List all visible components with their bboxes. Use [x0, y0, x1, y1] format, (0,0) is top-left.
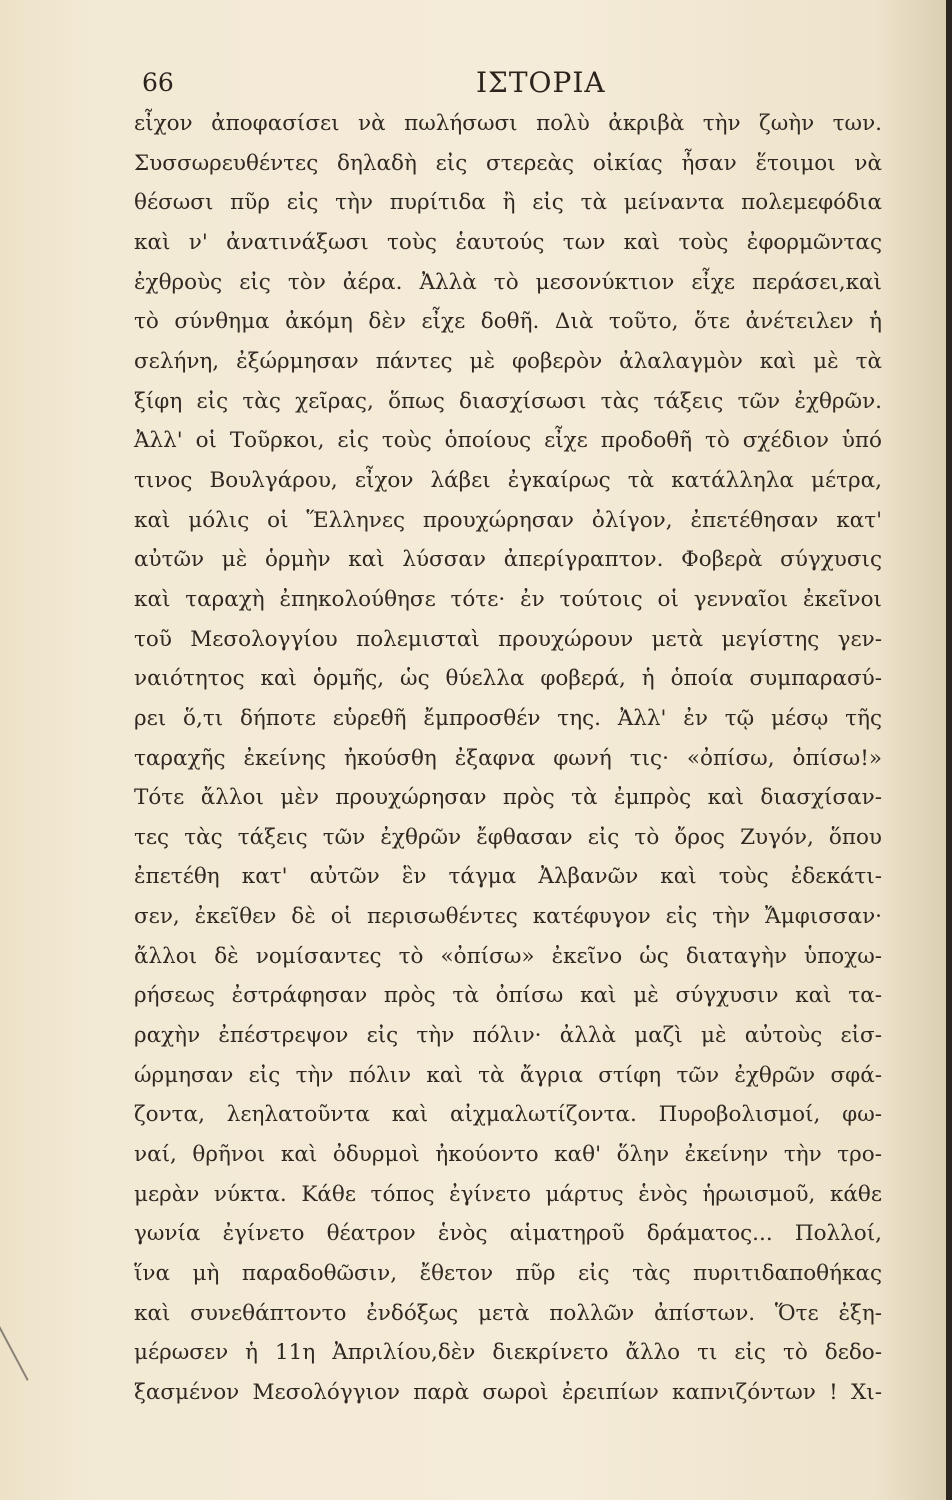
text-line: καὶ ταραχὴ ἐπηκολούθησε τότε· ἐν τούτοις οἱ γενναῖοι ἐκεῖνοι	[134, 586, 882, 612]
text-line: Τότε ἄλλοι μὲν προυχώρησαν πρὸς τὰ ἐμπρὸς καὶ διασχίσαν-	[134, 785, 882, 811]
text-line: θέσωσι πῦρ εἰς τὴν πυρίτιδα ἢ εἰς τὰ μείναντα πολεμεφόδια	[134, 190, 882, 216]
text-line: μέρωσεν ἡ 11η Ἀπριλίου,δὲν διεκρίνετο ἄλλο τι εἰς τὸ δεδο-	[134, 1340, 882, 1366]
text-line: καὶ ν' ἀνατινάξωσι τοὺς ἑαυτούς των καὶ τοὺς ἐφορμῶντας	[134, 229, 882, 255]
text-line: ἐχθροὺς εἰς τὸν ἀέρα. Ἀλλὰ τὸ μεσονύκτιον εἶχε περάσει,καὶ	[134, 269, 882, 295]
text-line: Ἀλλ' οἱ Τοῦρκοι, εἰς τοὺς ὁποίους εἶχε προδοθῆ τὸ σχέδιον ὑπό	[134, 428, 882, 454]
text-line: τινος Βουλγάρου, εἶχον λάβει ἐγκαίρως τὰ κατάλληλα μέτρα,	[134, 467, 882, 493]
text-line: ναί, θρῆνοι καὶ ὀδυρμοὶ ἠκούοντο καθ' ὅλην ἐκείνην τὴν τρο-	[134, 1142, 882, 1168]
text-line: ζοντα, λεηλατοῦντα καὶ αἰχμαλωτίζοντα. Πυροβολισμοί, φω-	[134, 1102, 882, 1128]
text-line: εἶχον ἀποφασίσει νὰ πωλήσωσι πολὺ ἀκριβὰ τὴν ζωὴν των.	[134, 111, 882, 136]
text-line: ἄλλοι δὲ νομίσαντες τὸ «ὀπίσω» ἐκεῖνο ὡς διαταγὴν ὑποχω-	[134, 943, 882, 969]
text-line: ταραχῆς ἐκείνης ἠκούσθη ἐξαφνα φωνή τις· «ὀπίσω, ὀπίσω!»	[134, 745, 882, 771]
text-line: ξίφη εἰς τὰς χεῖρας, ὅπως διασχίσωσι τὰς τάξεις τῶν ἐχθρῶν.	[134, 388, 882, 414]
text-line: καὶ συνεθάπτοντο ἐνδόξως μετὰ πολλῶν ἀπίστων. Ὅτε ἐξη-	[134, 1300, 882, 1326]
margin-mark	[0, 1309, 29, 1381]
text-line: ραχὴν ἐπέστρεψον εἰς τὴν πόλιν· ἀλλὰ μαζὶ μὲ αὐτοὺς εἰσ-	[134, 1023, 882, 1049]
text-line: γωνία ἐγίνετο θέατρον ἑνὸς αἱματηροῦ δράματος... Πολλοί,	[134, 1221, 882, 1247]
text-line: αὐτῶν μὲ ὁρμὴν καὶ λύσσαν ἀπερίγραπτον. Φοβερὰ σύγχυσις	[134, 547, 882, 573]
text-line: Συσσωρευθέντες δηλαδὴ εἰς στερεὰς οἰκίας ἦσαν ἕτοιμοι νὰ	[134, 150, 882, 176]
text-line: ώρμησαν εἰς τὴν πόλιν καὶ τὰ ἄγρια στίφη τῶν ἐχθρῶν σφά-	[134, 1062, 882, 1088]
text-line: ἵνα μὴ παραδοθῶσιν, ἔθετον πῦρ εἰς τὰς πυριτιδαποθήκας	[134, 1261, 882, 1287]
text-line: καὶ μόλις οἱ Ἕλληνες προυχώρησαν ὀλίγον, ἐπετέθησαν κατ'	[134, 507, 882, 533]
text-line: σεν, ἐκεῖθεν δὲ οἱ περισωθέντες κατέφυγον εἰς τὴν Ἄμφισσαν·	[134, 904, 882, 930]
text-line: τες τὰς τάξεις τῶν ἐχθρῶν ἔφθασαν εἰς τὸ ὄρος Ζυγόν, ὅπου	[134, 824, 882, 850]
text-line: ἐπετέθη κατ' αὐτῶν ἓν τάγμα Ἀλβανῶν καὶ τοὺς ἐδεκάτι-	[134, 864, 882, 890]
body-text	[134, 104, 882, 1413]
running-head-title: ΙΣΤΟΡΙΑ	[476, 66, 606, 99]
text-line: ξασμένον Μεσολόγγιον παρὰ σωροὶ ἐρειπίων καπνιζόντων ! Χι-	[134, 1380, 882, 1405]
text-line: ναιότητος καὶ ὁρμῆς, ὡς θύελλα φοβερά, ἡ ὁποία συμπαρασύ-	[134, 666, 882, 692]
page-binding-edge	[946, 0, 952, 1500]
text-line: ρει ὅ,τι δήποτε εὑρεθῆ ἔμπροσθέν της. Ἀλλ' ἐν τῷ μέσῳ τῆς	[134, 705, 882, 731]
page-number: 66	[142, 68, 174, 97]
text-line: σελήνη, ἐξώρμησαν πάντες μὲ φοβερὸν ἀλαλαγμὸν καὶ μὲ τὰ	[134, 348, 882, 374]
text-line: τοῦ Μεσολογγίου πολεμισταὶ προυχώρουν μετὰ μεγίστης γεν-	[134, 626, 882, 652]
text-line: μερὰν νύκτα. Κάθε τόπος ἐγίνετο μάρτυς ἑνὸς ἡρωισμοῦ, κάθε	[134, 1181, 882, 1207]
text-line: τὸ σύνθημα ἀκόμη δὲν εἶχε δοθῆ. Διὰ τοῦτο, ὅτε ἀνέτειλεν ἡ	[134, 309, 882, 335]
text-line: ρήσεως ἐστράφησαν πρὸς τὰ ὀπίσω καὶ μὲ σύγχυσιν καὶ τα-	[134, 983, 882, 1009]
